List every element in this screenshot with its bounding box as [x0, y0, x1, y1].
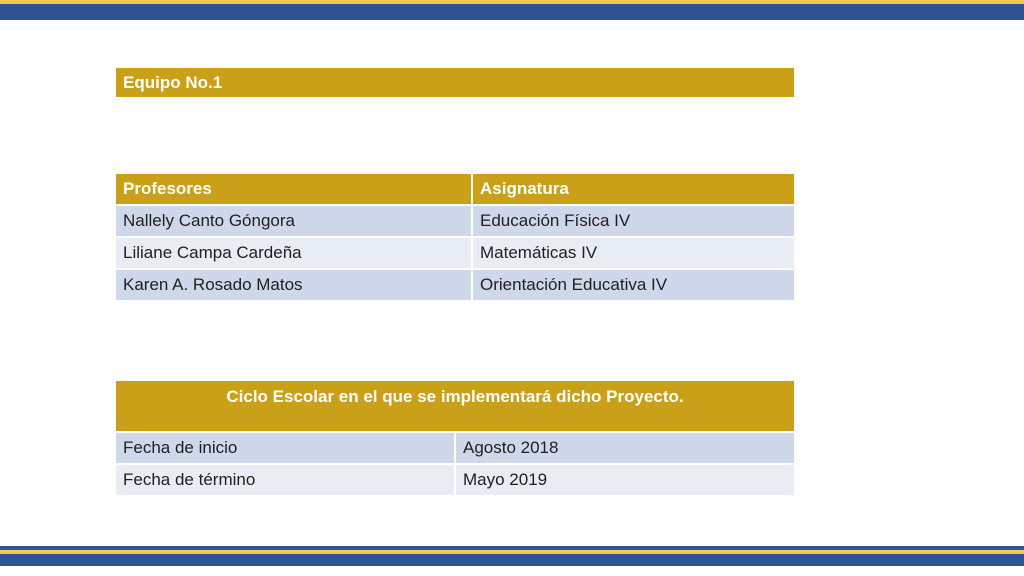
bottom-decorative-band [0, 546, 1024, 566]
teacher-name: Nallely Canto Góngora [115, 205, 472, 237]
column-header-teachers: Profesores [115, 173, 472, 205]
subject-name: Orientación Educativa IV [472, 269, 795, 301]
date-label: Fecha de término [115, 464, 455, 496]
table-row [115, 237, 795, 269]
school-cycle-table [114, 379, 796, 497]
table-row [115, 432, 795, 464]
cycle-header-row [115, 380, 795, 432]
teacher-name: Karen A. Rosado Matos [115, 269, 472, 301]
subject-name: Educación Física IV [472, 205, 795, 237]
table-row [115, 205, 795, 237]
team-table [114, 66, 796, 99]
bottom-gold-stripe [0, 550, 1024, 554]
top-decorative-band [0, 0, 1024, 20]
teachers-table [114, 172, 796, 302]
teachers-header-row [115, 173, 795, 205]
column-header-subject: Asignatura [472, 173, 795, 205]
date-value: Agosto 2018 [455, 432, 795, 464]
team-title: Equipo No.1 [115, 67, 795, 98]
table-row [115, 464, 795, 496]
team-header-row [115, 67, 795, 98]
cycle-title: Ciclo Escolar en el que se implementará dicho Proyecto. [115, 380, 795, 432]
top-gold-stripe [0, 0, 1024, 4]
subject-name: Matemáticas IV [472, 237, 795, 269]
table-row [115, 269, 795, 301]
date-label: Fecha de inicio [115, 432, 455, 464]
bottom-margin [0, 566, 1024, 576]
teacher-name: Liliane Campa Cardeña [115, 237, 472, 269]
date-value: Mayo 2019 [455, 464, 795, 496]
